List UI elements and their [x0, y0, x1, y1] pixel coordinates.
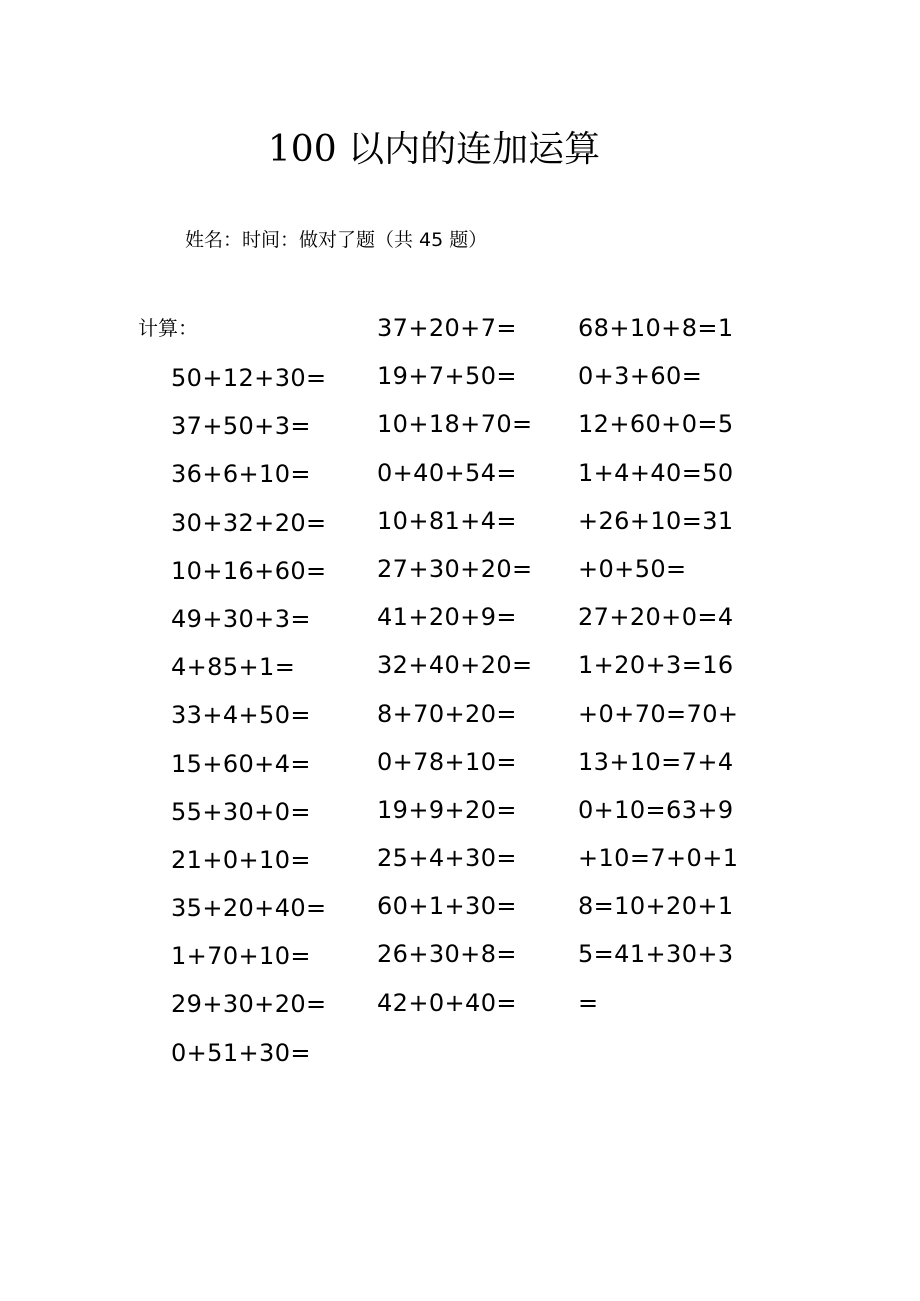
- calculation-label: 计算：: [138, 316, 198, 340]
- problem-item: +10=7+0+1: [578, 844, 739, 873]
- problem-item: 42+0+40=: [377, 988, 517, 1017]
- problem-item: 0+3+60=: [578, 362, 703, 391]
- problem-item: 8=10+20+1: [578, 892, 734, 921]
- problem-item: 21+0+10=: [171, 845, 311, 874]
- problem-item: 30+32+20=: [171, 508, 327, 537]
- problem-item: +26+10=31: [578, 506, 734, 535]
- problem-item: 1+20+3=16: [578, 651, 734, 680]
- problem-item: 33+4+50=: [171, 701, 311, 730]
- problem-item: =: [578, 988, 599, 1017]
- problem-item: 0+40+54=: [377, 458, 517, 487]
- problem-item: 27+30+20=: [377, 554, 533, 583]
- problem-item: 10+16+60=: [171, 556, 327, 585]
- problem-column-3: [578, 311, 738, 1034]
- problem-item: 0+51+30=: [171, 1038, 311, 1067]
- problem-item: 19+7+50=: [377, 362, 517, 391]
- problem-item: 4+85+1=: [171, 653, 296, 682]
- problem-item: 50+12+30=: [171, 364, 327, 392]
- problem-item: 68+10+8=1: [578, 314, 734, 342]
- problem-column-2: [377, 311, 533, 1034]
- problem-item: 37+20+7=: [377, 314, 517, 342]
- problem-item: 0+10=63+9: [578, 795, 734, 824]
- problem-item: 49+30+3=: [171, 604, 311, 633]
- problem-item: 19+9+20=: [377, 795, 517, 824]
- problem-item: 5=41+30+3: [578, 940, 734, 969]
- problem-item: 37+50+3=: [171, 412, 311, 441]
- problem-column-1: [171, 361, 327, 1084]
- problem-item: 41+20+9=: [377, 603, 517, 632]
- problem-item: +0+50=: [578, 554, 687, 583]
- name-time-score-line: 姓名：时间：做对了题（共 45 题）: [185, 229, 488, 251]
- problem-item: 1+4+40=50: [578, 458, 734, 487]
- problem-item: 10+18+70=: [377, 410, 533, 439]
- problem-item: 60+1+30=: [377, 892, 517, 921]
- problem-item: 27+20+0=4: [578, 603, 734, 632]
- problem-item: 15+60+4=: [171, 749, 311, 778]
- problem-item: 36+6+10=: [171, 460, 311, 489]
- problem-item: 0+78+10=: [377, 747, 517, 776]
- problem-item: 29+30+20=: [171, 990, 327, 1019]
- problem-item: 13+10=7+4: [578, 747, 734, 776]
- problem-item: 8+70+20=: [377, 699, 517, 728]
- problem-item: 32+40+20=: [377, 651, 533, 680]
- problem-item: 55+30+0=: [171, 797, 311, 826]
- problem-item: 1+70+10=: [171, 942, 311, 971]
- problem-item: 10+81+4=: [377, 506, 517, 535]
- problem-item: +0+70=70+: [578, 699, 739, 728]
- problem-item: 25+4+30=: [377, 844, 517, 873]
- problem-item: 35+20+40=: [171, 894, 327, 923]
- page-title: 100 以内的连加运算: [267, 129, 601, 170]
- problem-item: 12+60+0=5: [578, 410, 734, 439]
- problem-item: 26+30+8=: [377, 940, 517, 969]
